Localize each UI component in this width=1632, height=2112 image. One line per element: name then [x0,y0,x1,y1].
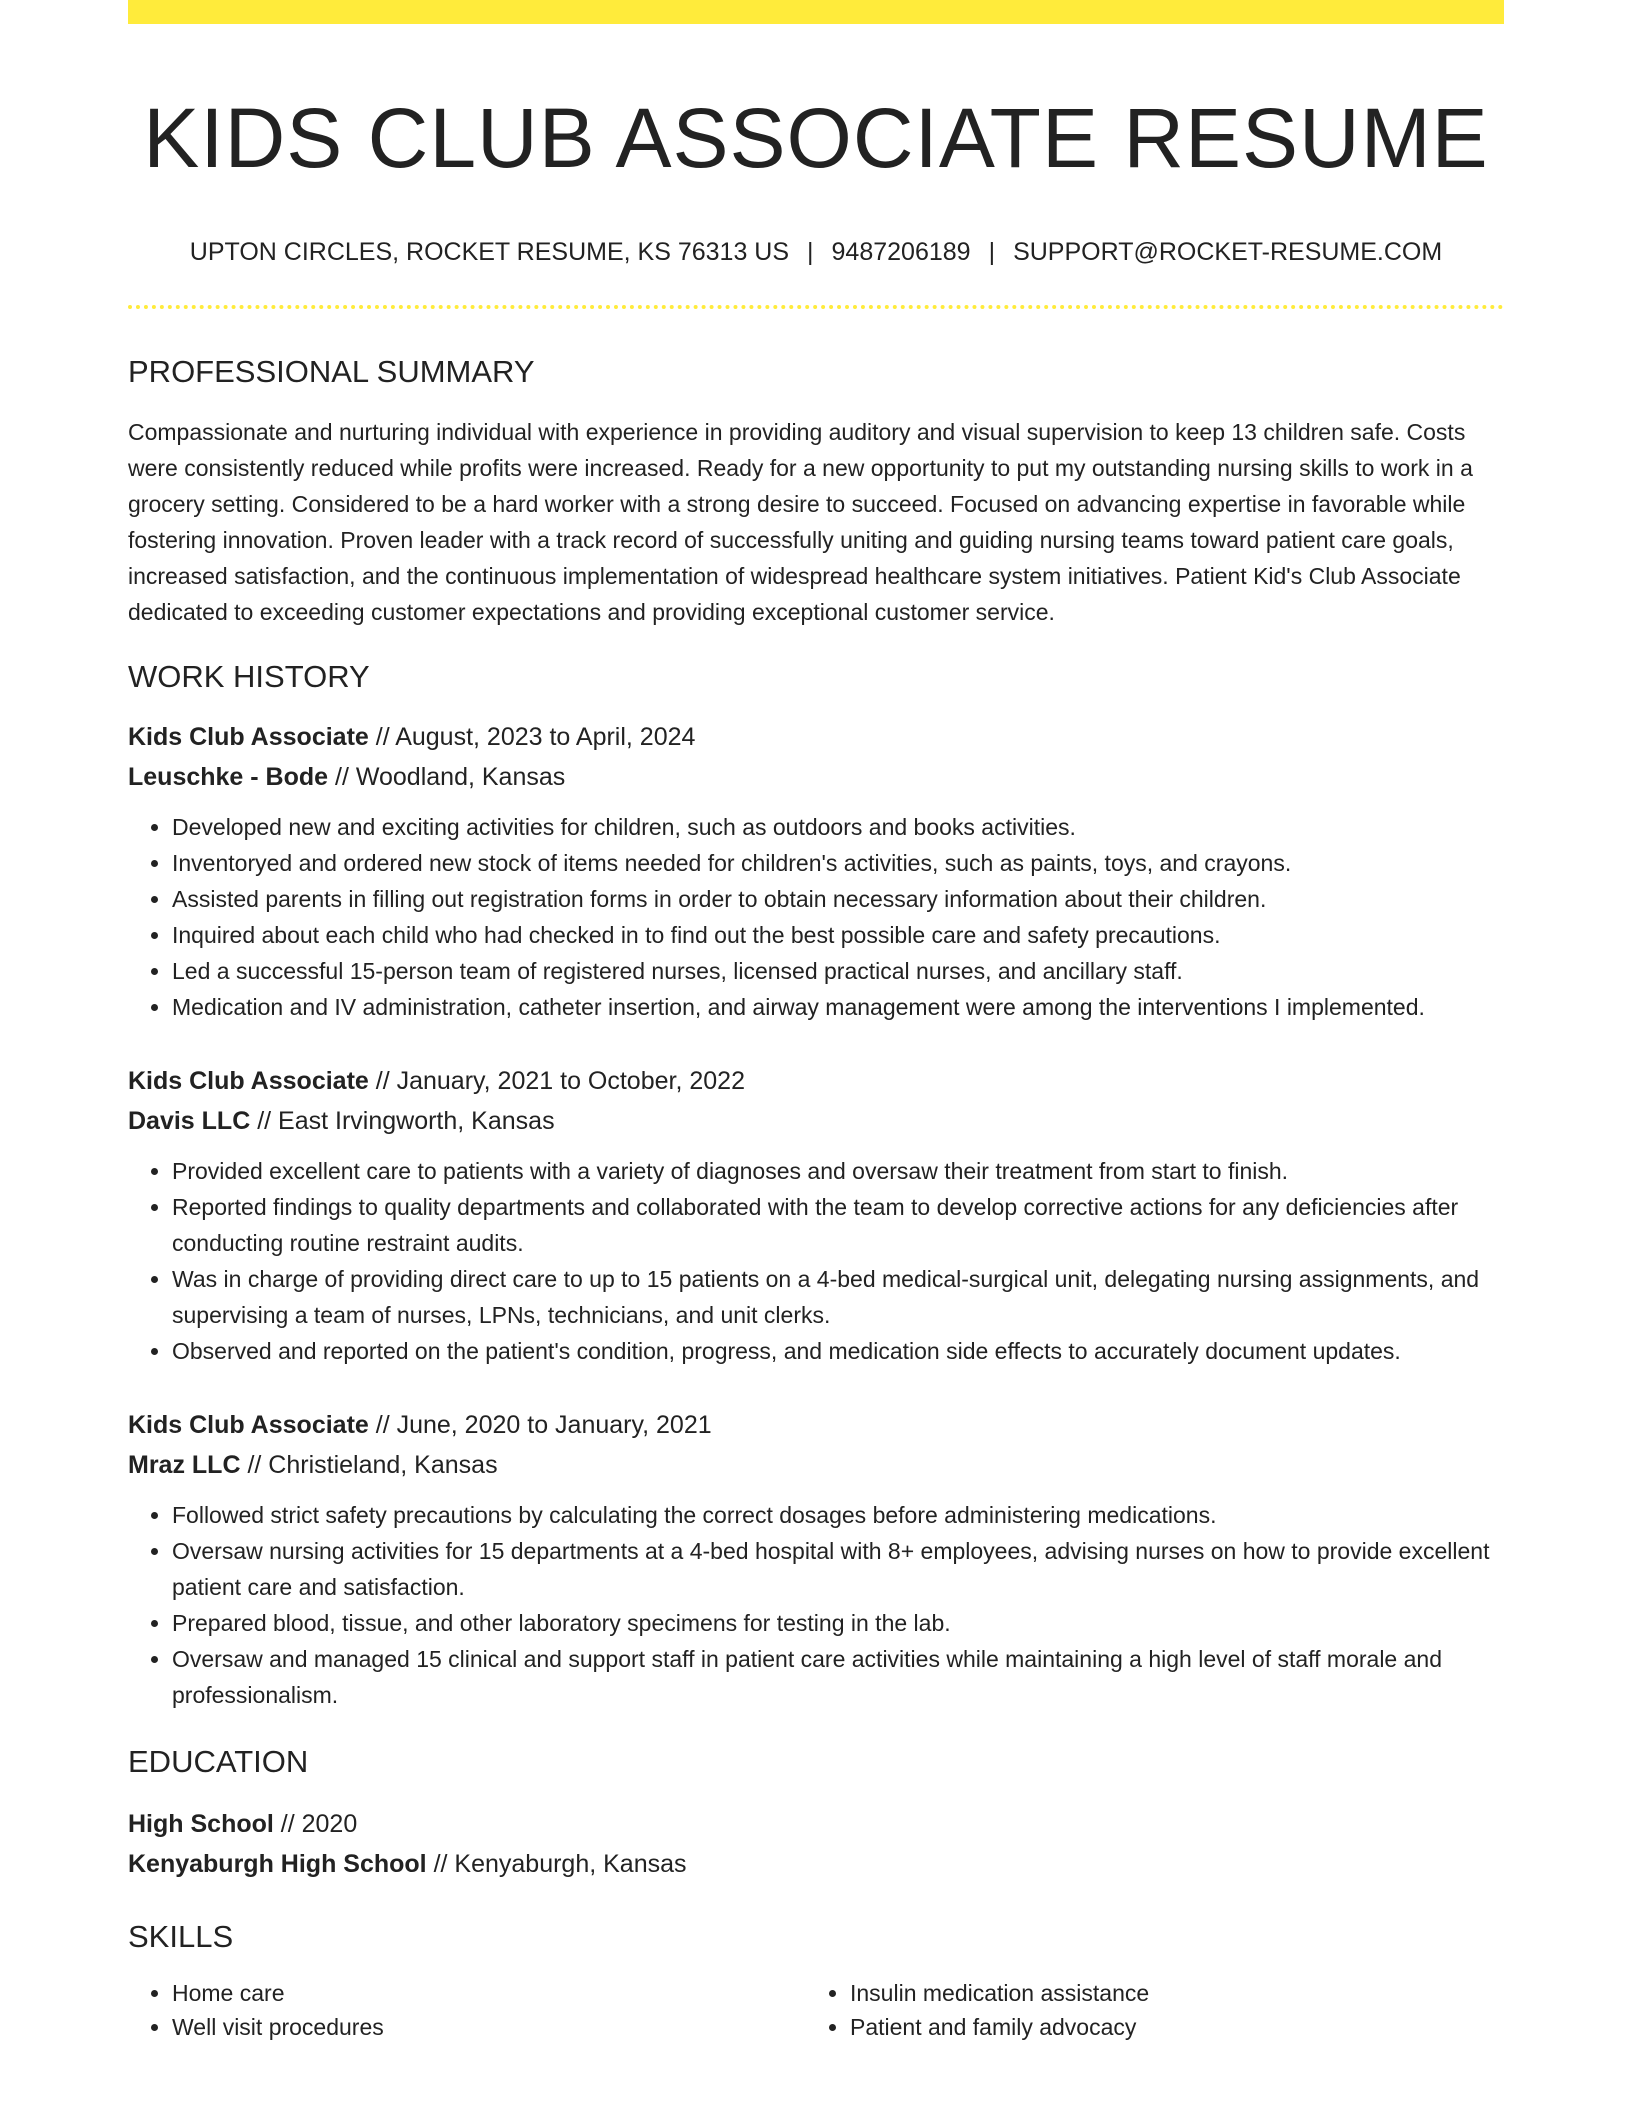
skill-item: • Insulin medication assistance [850,1976,1484,2010]
education-school-line [128,1844,1504,1884]
resume-title: KIDS CLUB ASSOCIATE RESUME [143,91,1489,185]
job-dates: // January, 2021 to October, 2022 [368,1067,745,1096]
education-school: Kenyaburgh High School [128,1850,427,1879]
job-role: Kids Club Associate [128,723,369,752]
job-location: // East Irvingworth, Kansas [250,1107,555,1136]
contact-line [128,237,1504,267]
job-bullet: • Led a successful 15-person team of registered nurses, licensed practical nurses, and ancillary staff. [172,953,1504,989]
skill-item: • Well visit procedures [172,2010,806,2044]
job-bullet: • Assisted parents in filling out registration forms in order to obtain necessary information about their children. [172,881,1504,917]
contact-phone: 9487206189 [831,237,971,266]
resume-page [128,0,1504,2044]
job-bullet: • Oversaw and managed 15 clinical and support staff in patient care activities while maintaining a high level of staff morale and professionalism. [172,1641,1504,1713]
contact-separator: | [988,237,996,266]
job-entry [128,717,1504,1025]
contact-separator: | [807,237,814,266]
job-company: Leuschke - Bode [128,763,329,792]
job-company: Davis LLC [128,1107,251,1136]
contact-email: SUPPORT@ROCKET-RESUME.COM [1013,237,1443,266]
job-bullet: • Followed strict safety precautions by calculating the correct dosages before administering medications. [172,1497,1504,1533]
job-company-line [128,1101,1504,1141]
accent-bar [128,0,1504,24]
job-role: Kids Club Associate [128,1067,369,1096]
job-role-line [128,717,1504,757]
job-entry [128,1061,1504,1369]
job-bullets [128,809,1504,1025]
contact-address: UPTON CIRCLES, ROCKET RESUME, KS 76313 US [189,237,790,266]
education-entry [128,1804,1504,1884]
job-location: // Woodland, Kansas [328,763,566,792]
job-bullet: • Reported findings to quality departments and collaborated with the team to develop corrective actions for any deficiencies after conducting routine restraint audits. [172,1189,1504,1261]
job-bullet: • Oversaw nursing activities for 15 departments at a 4-bed hospital with 8+ employees, advising nurses on how to provide excellent patient care and satisfaction. [172,1533,1504,1605]
job-bullet: • Developed new and exciting activities for children, such as outdoors and books activities. [172,809,1504,845]
job-bullet: • Observed and reported on the patient's condition, progress, and medication side effects to accurately document updates. [172,1333,1504,1369]
education-heading: EDUCATION [128,1744,309,1780]
job-bullet: • Inquired about each child who had checked in to find out the best possible care and safety precautions. [172,917,1504,953]
education-degree: High School [128,1810,274,1839]
skills-list [128,1976,1504,2044]
job-location: // Christieland, Kansas [240,1451,498,1480]
education-location: // Kenyaburgh, Kansas [426,1850,687,1879]
skill-item: • Patient and family advocacy [850,2010,1484,2044]
education-year: // 2020 [273,1810,358,1839]
skills-heading: SKILLS [128,1919,234,1955]
job-company-line [128,757,1504,797]
skills-column-right [806,1976,1484,2044]
skill-item: • Home care [172,1976,806,2010]
job-role-line [128,1061,1504,1101]
summary-text: Compassionate and nurturing individual with experience in providing auditory and visual supervision to keep 13 children safe. Costs were consistently reduced while profits were increased. Ready for a new opportunity to put my outstanding nursing skills to work in a grocery setting. Considered to be a hard worker with a strong desire to succeed. Focused on advancing expertise in favorable while fostering innovation. Proven leader with a track record of successfully uniting and guiding nursing teams toward patient care goals, increased satisfaction, and the continuous implementation of widespread healthcare system initiatives. Patient Kid's Club Associate dedicated to exceeding customer expectations and providing exceptional customer service. [128,418,1473,625]
job-company: Mraz LLC [128,1451,241,1480]
education-degree-line [128,1804,1504,1844]
skills-column-left [128,1976,806,2044]
job-bullets [128,1497,1504,1713]
job-bullet: • Prepared blood, tissue, and other laboratory specimens for testing in the lab. [172,1605,1504,1641]
job-bullet: • Provided excellent care to patients with a variety of diagnoses and oversaw their treatment from start to finish. [172,1153,1504,1189]
job-bullets [128,1153,1504,1369]
job-entry [128,1405,1504,1713]
job-dates: // August, 2023 to April, 2024 [368,723,696,752]
work-history-heading: WORK HISTORY [128,658,370,694]
job-role: Kids Club Associate [128,1411,369,1440]
job-dates: // June, 2020 to January, 2021 [368,1411,712,1440]
dotted-divider [128,305,1504,309]
summary-heading: PROFESSIONAL SUMMARY [128,353,535,389]
job-bullet: • Inventoryed and ordered new stock of items needed for children's activities, such as paints, toys, and crayons. [172,845,1504,881]
job-role-line [128,1405,1504,1445]
job-company-line [128,1445,1504,1485]
job-bullet: • Medication and IV administration, catheter insertion, and airway management were among the interventions I implemented. [172,989,1504,1025]
job-bullet: • Was in charge of providing direct care to up to 15 patients on a 4-bed medical-surgical unit, delegating nursing assignments, and supervising a team of nurses, LPNs, technicians, and unit clerks. [172,1261,1504,1333]
